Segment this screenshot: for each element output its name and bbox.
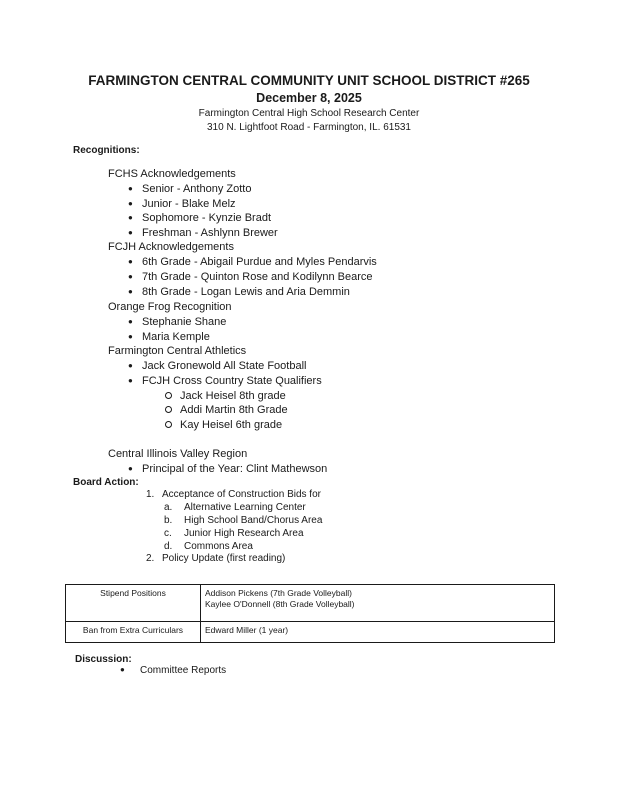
bullet-icon: ● [128, 376, 133, 385]
bullet-icon: ● [128, 228, 133, 237]
list-item: ● Junior - Blake Melz [128, 198, 236, 210]
meeting-date: December 8, 2025 [256, 91, 362, 105]
orange-frog-title: Orange Frog Recognition [108, 301, 232, 313]
bullet-icon: ● [128, 464, 133, 473]
list-item: ● Sophomore - Kynzie Bradt [128, 212, 272, 224]
athletics-title: Farmington Central Athletics [108, 345, 247, 357]
list-item: Addi Martin 8th Grade [165, 404, 288, 416]
meeting-location: Farmington Central High School Research Center [198, 108, 420, 119]
bullet-icon: ● [128, 184, 133, 193]
circle-bullet-icon [165, 406, 172, 413]
list-item: Jack Heisel 8th grade [165, 390, 286, 402]
list-item: ● 6th Grade - Abigail Purdue and Myles Pendarvis [128, 256, 377, 268]
bullet-icon: ● [128, 272, 133, 281]
bullet-icon: ● [128, 361, 133, 370]
list-item: ● Committee Reports [120, 665, 227, 676]
district-title: FARMINGTON CENTRAL COMMUNITY UNIT SCHOOL DISTRICT #265 [88, 73, 530, 88]
bullet-icon: ● [128, 332, 133, 341]
list-item: ● Principal of the Year: Clint Mathewson [128, 463, 328, 475]
fcjh-title: FCJH Acknowledgements [108, 241, 234, 253]
list-item: 2. Policy Update (first reading) [146, 553, 286, 564]
circle-bullet-icon [165, 392, 172, 399]
list-item: b. High School Band/Chorus Area [164, 515, 323, 526]
list-item: 1. Acceptance of Construction Bids for [146, 489, 321, 500]
bullet-icon: ● [128, 317, 133, 326]
list-item: ● FCJH Cross Country State Qualifiers [128, 375, 322, 387]
bullet-icon: ● [120, 665, 125, 674]
fchs-title: FCHS Acknowledgements [108, 168, 236, 180]
meeting-address: 310 N. Lightfoot Road - Farmington, IL. 61531 [206, 122, 411, 133]
list-item: ● Senior - Anthony Zotto [128, 183, 252, 195]
list-item: a. Alternative Learning Center [164, 502, 306, 513]
board-action-heading: Board Action: [73, 477, 139, 488]
list-item: ● Jack Gronewold All State Football [128, 360, 307, 372]
table-row [66, 585, 555, 622]
recognitions-heading: Recognitions: [73, 145, 140, 156]
circle-bullet-icon [165, 421, 172, 428]
discussion-heading: Discussion: [75, 654, 132, 665]
list-item: ● Freshman - Ashlynn Brewer [128, 227, 278, 239]
table-cell-label: Ban from Extra Curriculars [66, 622, 201, 643]
list-item: c. Junior High Research Area [164, 528, 304, 539]
list-item: ● Stephanie Shane [128, 316, 227, 328]
list-item: ● 7th Grade - Quinton Rose and Kodilynn Bearce [128, 271, 373, 283]
table-row [66, 622, 555, 643]
list-item: Kay Heisel 6th grade [165, 419, 282, 431]
list-item: ● Maria Kemple [128, 331, 210, 343]
bullet-icon: ● [128, 287, 133, 296]
bullet-icon: ● [128, 213, 133, 222]
bullet-icon: ● [128, 257, 133, 266]
civr-title: Central Illinois Valley Region [108, 448, 248, 460]
list-item: ● 8th Grade - Logan Lewis and Aria Demmin [128, 286, 350, 298]
stipend-table [65, 584, 555, 643]
table-cell-value: Addison Pickens (7th Grade Volleyball) Kaylee O'Donnell (8th Grade Volleyball) [201, 585, 555, 622]
table-cell-label: Stipend Positions [66, 585, 201, 622]
list-item: d. Commons Area [164, 541, 253, 552]
bullet-icon: ● [128, 199, 133, 208]
table-cell-value: Edward Miller (1 year) [201, 622, 555, 643]
